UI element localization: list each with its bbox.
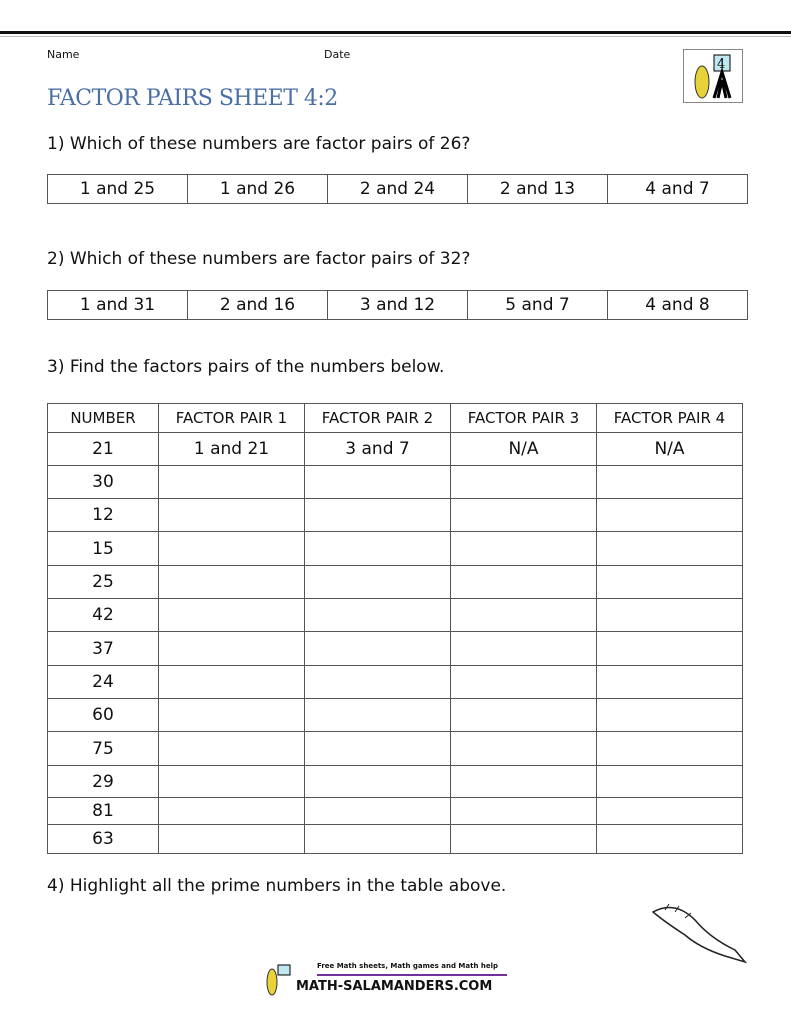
q2-option[interactable]: 4 and 8 bbox=[608, 291, 748, 320]
factor-pair-cell[interactable] bbox=[597, 599, 743, 632]
number-cell: 75 bbox=[48, 732, 159, 766]
table-row bbox=[48, 532, 743, 566]
q2-option[interactable]: 5 and 7 bbox=[468, 291, 608, 320]
factor-pair-cell[interactable] bbox=[597, 632, 743, 666]
top-rule bbox=[0, 31, 791, 34]
factor-pair-cell[interactable] bbox=[451, 825, 597, 854]
factor-pair-cell[interactable] bbox=[597, 766, 743, 798]
q2-option[interactable]: 3 and 12 bbox=[328, 291, 468, 320]
table-row bbox=[48, 433, 743, 466]
factor-pair-cell[interactable] bbox=[159, 599, 305, 632]
factor-pair-cell[interactable] bbox=[451, 766, 597, 798]
q2-options-table bbox=[47, 290, 748, 320]
salamander-illustration-icon bbox=[645, 900, 750, 970]
factor-pair-cell[interactable] bbox=[305, 825, 451, 854]
number-cell: 15 bbox=[48, 532, 159, 566]
factor-pair-cell[interactable] bbox=[597, 825, 743, 854]
factor-pair-cell[interactable] bbox=[305, 766, 451, 798]
factor-pair-cell[interactable] bbox=[451, 532, 597, 566]
salamander-logo-icon bbox=[683, 49, 743, 103]
factor-pair-cell[interactable] bbox=[159, 699, 305, 732]
question-4: 4) Highlight all the prime numbers in the table above. bbox=[47, 876, 507, 896]
number-cell: 42 bbox=[48, 599, 159, 632]
factor-pair-cell[interactable] bbox=[305, 732, 451, 766]
top-rule-thin bbox=[0, 36, 791, 37]
footer-logo bbox=[262, 960, 532, 1000]
factor-pair-cell[interactable] bbox=[159, 566, 305, 599]
factor-pair-cell[interactable]: N/A bbox=[597, 433, 743, 466]
factor-pair-cell[interactable] bbox=[159, 466, 305, 499]
table-row bbox=[48, 732, 743, 766]
name-label: Name bbox=[47, 48, 80, 61]
number-cell: 30 bbox=[48, 466, 159, 499]
factor-pair-cell[interactable]: 1 and 21 bbox=[159, 433, 305, 466]
factor-pair-cell[interactable] bbox=[451, 798, 597, 825]
factor-pair-cell[interactable] bbox=[451, 499, 597, 532]
number-cell: 25 bbox=[48, 566, 159, 599]
column-header: FACTOR PAIR 4 bbox=[597, 404, 743, 433]
footer-salamander-icon bbox=[262, 964, 292, 996]
footer-tagline: Free Math sheets, Math games and Math help bbox=[317, 962, 499, 970]
table-row bbox=[48, 499, 743, 532]
table-row bbox=[48, 825, 743, 854]
table-row bbox=[48, 632, 743, 666]
factor-pair-cell[interactable]: 3 and 7 bbox=[305, 433, 451, 466]
q1-option[interactable]: 1 and 25 bbox=[48, 175, 188, 204]
factor-pair-cell[interactable] bbox=[305, 499, 451, 532]
factor-pair-cell[interactable] bbox=[159, 732, 305, 766]
factor-pair-cell[interactable] bbox=[305, 466, 451, 499]
factor-pair-cell[interactable] bbox=[597, 732, 743, 766]
factor-pair-cell[interactable] bbox=[305, 666, 451, 699]
number-cell: 24 bbox=[48, 666, 159, 699]
date-label: Date bbox=[324, 48, 351, 61]
number-cell: 60 bbox=[48, 699, 159, 732]
table-row bbox=[48, 566, 743, 599]
factor-pair-cell[interactable] bbox=[451, 566, 597, 599]
factor-pair-cell[interactable] bbox=[159, 632, 305, 666]
q1-option[interactable]: 2 and 24 bbox=[328, 175, 468, 204]
question-3: 3) Find the factors pairs of the numbers below. bbox=[47, 357, 445, 377]
factor-pair-cell[interactable] bbox=[597, 466, 743, 499]
factor-pair-cell[interactable] bbox=[305, 699, 451, 732]
factor-pair-cell[interactable] bbox=[305, 532, 451, 566]
table-row bbox=[48, 798, 743, 825]
column-header: FACTOR PAIR 2 bbox=[305, 404, 451, 433]
question-2: 2) Which of these numbers are factor pairs of 32? bbox=[47, 249, 471, 269]
number-cell: 37 bbox=[48, 632, 159, 666]
factor-pair-cell[interactable] bbox=[159, 766, 305, 798]
factor-pair-cell[interactable] bbox=[305, 632, 451, 666]
table-row bbox=[48, 766, 743, 798]
footer-site-name[interactable]: MATH-SALAMANDERS.COM bbox=[296, 979, 493, 994]
page-title: FACTOR PAIRS SHEET 4:2 bbox=[47, 86, 338, 111]
column-header: NUMBER bbox=[48, 404, 159, 433]
factor-pair-cell[interactable] bbox=[451, 599, 597, 632]
factor-pair-cell[interactable]: N/A bbox=[451, 433, 597, 466]
number-cell: 29 bbox=[48, 766, 159, 798]
q2-option[interactable]: 1 and 31 bbox=[48, 291, 188, 320]
factor-pair-cell[interactable] bbox=[305, 599, 451, 632]
factor-pair-cell[interactable] bbox=[159, 666, 305, 699]
table-row bbox=[48, 699, 743, 732]
q1-options-table bbox=[47, 174, 748, 204]
factor-pair-cell[interactable] bbox=[451, 699, 597, 732]
factor-pairs-table bbox=[47, 403, 743, 854]
question-1: 1) Which of these numbers are factor pairs of 26? bbox=[47, 134, 471, 154]
factor-pair-cell[interactable] bbox=[597, 666, 743, 699]
factor-pair-cell[interactable] bbox=[159, 825, 305, 854]
factor-pair-cell[interactable] bbox=[451, 632, 597, 666]
factor-pair-cell[interactable] bbox=[305, 566, 451, 599]
q1-option[interactable]: 1 and 26 bbox=[188, 175, 328, 204]
table-row bbox=[48, 666, 743, 699]
q2-option[interactable]: 2 and 16 bbox=[188, 291, 328, 320]
q1-option[interactable]: 4 and 7 bbox=[608, 175, 748, 204]
factor-pair-cell[interactable] bbox=[159, 798, 305, 825]
number-cell: 21 bbox=[48, 433, 159, 466]
number-cell: 81 bbox=[48, 798, 159, 825]
number-cell: 63 bbox=[48, 825, 159, 854]
q1-option[interactable]: 2 and 13 bbox=[468, 175, 608, 204]
table-row bbox=[48, 599, 743, 632]
logo-number: 4 bbox=[717, 57, 726, 72]
column-header: FACTOR PAIR 1 bbox=[159, 404, 305, 433]
factor-pair-cell[interactable] bbox=[451, 732, 597, 766]
factor-pair-cell[interactable] bbox=[451, 466, 597, 499]
factor-pair-cell[interactable] bbox=[159, 532, 305, 566]
table-row bbox=[48, 466, 743, 499]
factor-pair-cell[interactable] bbox=[597, 798, 743, 825]
factor-pair-cell[interactable] bbox=[597, 566, 743, 599]
factor-pair-cell[interactable] bbox=[451, 666, 597, 699]
footer-rule bbox=[317, 974, 507, 976]
factor-pair-cell[interactable] bbox=[159, 499, 305, 532]
factor-pair-cell[interactable] bbox=[597, 532, 743, 566]
factor-pair-cell[interactable] bbox=[597, 499, 743, 532]
factor-pair-cell[interactable] bbox=[305, 798, 451, 825]
number-cell: 12 bbox=[48, 499, 159, 532]
column-header: FACTOR PAIR 3 bbox=[451, 404, 597, 433]
factor-pair-cell[interactable] bbox=[597, 699, 743, 732]
